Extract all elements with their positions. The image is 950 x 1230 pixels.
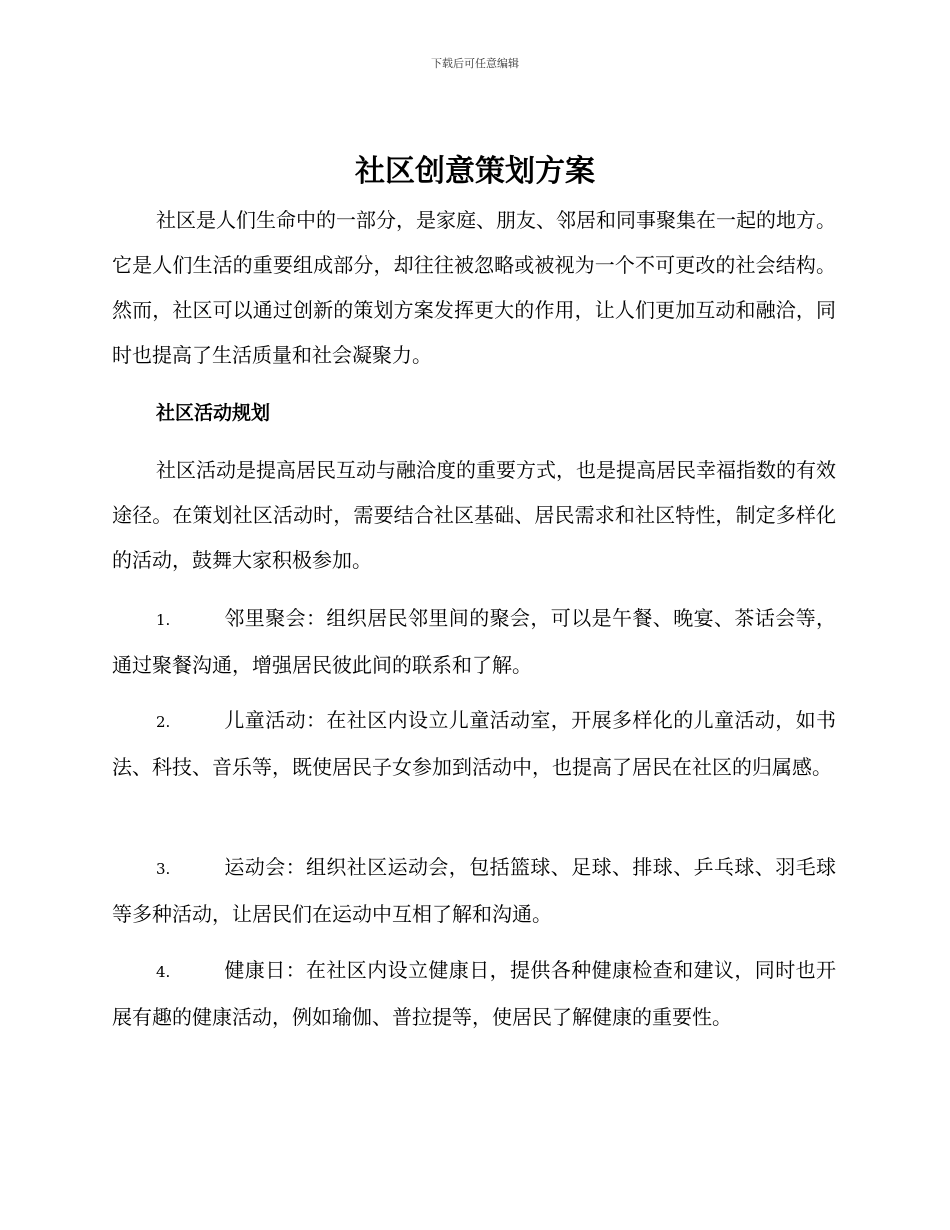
list-item-text: 儿童活动：在社区内设立儿童活动室，开展多样化的儿童活动，如书法、科技、音乐等，既使居民子女参加到活动中，也提高了居民在社区的归属感。 bbox=[112, 708, 836, 779]
intro-paragraph: 社区是人们生命中的一部分，是家庭、朋友、邻居和同事聚集在一起的地方。它是人们生活的重要组成部分，却往往被忽略或被视为一个不可更改的社会结构。然而，社区可以通过创新的策划方案发挥更大的作用，让人们更加互动和融洽，同时也提高了生活质量和社会凝聚力。 bbox=[112, 208, 836, 367]
list-item bbox=[112, 596, 836, 688]
list-item-text: 运动会：组织社区运动会，包括篮球、足球、排球、乒乓球、羽毛球等多种活动，让居民们在运动中互相了解和沟通。 bbox=[112, 855, 836, 926]
list-item bbox=[112, 845, 836, 937]
list-item bbox=[112, 948, 836, 1040]
section-heading: 社区活动规划 bbox=[156, 402, 271, 424]
document-title: 社区创意策划方案 bbox=[355, 154, 595, 189]
list-item-number: 4. bbox=[156, 963, 171, 981]
list-item-number: 1. bbox=[156, 611, 171, 629]
list-item-text: 邻里聚会：组织居民邻里间的聚会，可以是午餐、晚宴、茶话会等，通过聚餐沟通，增强居民彼此间的联系和了解。 bbox=[112, 606, 836, 677]
section-intro-paragraph: 社区活动是提高居民互动与融洽度的重要方式，也是提高居民幸福指数的有效途径。在策划社区活动时，需要结合社区基础、居民需求和社区特性，制定多样化的活动，鼓舞大家积极参加。 bbox=[112, 458, 836, 572]
list-item-number: 2. bbox=[156, 713, 171, 731]
header-note: 下载后可任意编辑 bbox=[431, 57, 519, 70]
list-item-number: 3. bbox=[156, 860, 171, 878]
list-item bbox=[112, 698, 836, 790]
list-item-text: 健康日：在社区内设立健康日，提供各种健康检查和建议，同时也开展有趣的健康活动，例如瑜伽、普拉提等，使居民了解健康的重要性。 bbox=[112, 958, 836, 1029]
